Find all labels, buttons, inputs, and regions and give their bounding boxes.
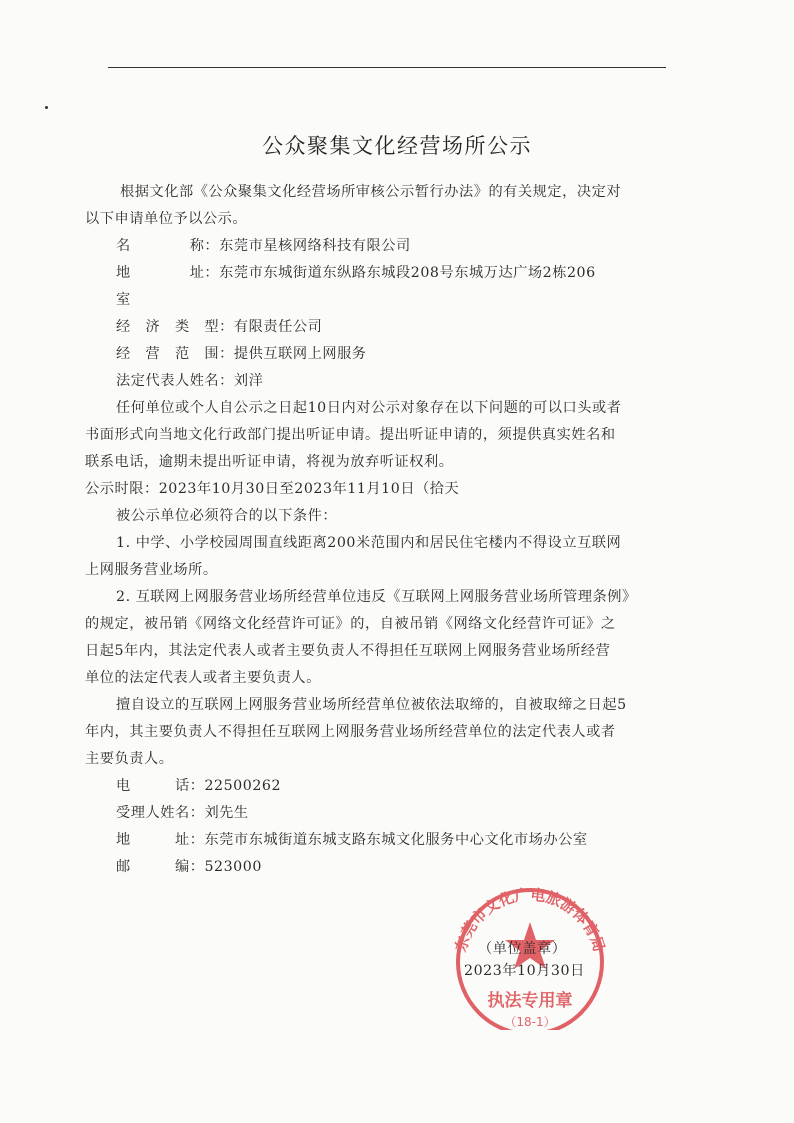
objection-line-1: 任何单位或个人自公示之日起10日内对公示对象存在以下问题的可以口头或者 [116,400,622,416]
applicant-scope-value: 提供互联网上网服务 [233,346,367,362]
applicant-name-row [116,237,411,255]
applicant-type-value: 有限责任公司 [233,319,323,335]
contact-postcode-row [116,858,262,876]
condition-1-line-2: 上网服务营业场所。 [85,562,218,578]
scan-speck [45,106,48,109]
condition-2-line-1: 2. 互联网上网服务营业场所经营单位违反《互联网上网服务营业场所管理条例》 [116,589,637,605]
contact-address-value: 东莞市东城街道东城支路东城文化服务中心文化市场办公室 [204,832,588,848]
condition-3-line-1: 擅自设立的互联网上网服务营业场所经营单位被依法取缔的，自被取缔之日起5 [116,697,627,713]
applicant-rep-row [116,372,263,390]
contact-handler-label: 受理人姓名： [116,805,205,821]
applicant-address-cont: 室 [116,292,131,308]
seal-text-center: 执法专用章 [487,991,573,1011]
applicant-address-row [116,264,596,282]
applicant-address-value: 东莞市东城街道东纵路东城段208号东城万达广场2栋206 [219,265,596,281]
publicity-period: 公示时限：2023年10月30日至2023年11月10日（拾天 [85,481,460,497]
seal-text-bottom: （18-1） [504,1015,556,1029]
contact-address-row [116,831,588,849]
applicant-address-label: 地 址： [116,265,220,281]
applicant-scope-label: 经 营 范 围： [116,346,234,362]
contact-phone-value: 22500262 [204,778,282,794]
applicant-type-row [116,318,322,336]
condition-3-line-2: 年内，其主要负责人不得担任互联网上网服务营业场所经营单位的法定代表人或者 [85,724,616,740]
contact-phone-label: 电 话： [116,778,205,794]
intro-line-1: 根据文化部《公众聚集文化经营场所审核公示暂行办法》的有关规定，决定对 [120,184,622,200]
seal-text-top: 东莞市文化广电旅游体育局 [451,885,609,954]
contact-postcode-label: 邮 编： [116,859,205,875]
contact-handler-value: 刘先生 [204,805,249,821]
applicant-scope-row [116,345,367,363]
top-rule [108,67,666,68]
applicant-name-label: 名 称： [116,238,220,254]
contact-postcode-value: 523000 [204,859,262,875]
applicant-rep-value: 刘洋 [233,373,264,389]
objection-line-3: 联系电话，逾期未提出听证申请，将视为放弃听证权利。 [85,454,454,470]
condition-2-line-4: 单位的法定代表人或者主要负责人。 [85,670,321,686]
contact-address-label: 地 址： [116,832,205,848]
intro-line-2: 以下申请单位予以公示。 [85,211,248,227]
objection-line-2: 书面形式向当地文化行政部门提出听证申请。提出听证申请的，须提供真实姓名和 [85,427,616,443]
applicant-type-label: 经 济 类 型： [116,319,234,335]
page-title: 公众聚集文化经营场所公示 [262,134,532,158]
condition-3-line-3: 主要负责人。 [85,751,174,767]
contact-phone-row [116,777,281,795]
contact-handler-row [116,804,249,822]
applicant-rep-label: 法定代表人姓名： [116,373,234,389]
signature-date: 2023年10月30日 [464,963,585,979]
seal-note: （单位盖章） [478,941,567,957]
condition-1-line-1: 1. 中学、小学校园周围直线距离200米范围内和居民住宅楼内不得设立互联网 [116,535,622,551]
applicant-name-value: 东莞市星核网络科技有限公司 [219,238,411,254]
condition-2-line-3: 日起5年内，其法定代表人或者主要负责人不得担任互联网上网服务营业场所经营 [85,643,611,659]
conditions-intro: 被公示单位必须符合的以下条件： [116,508,338,524]
condition-2-line-2: 的规定，被吊销《网络文化经营许可证》的，自被吊销《网络文化经营许可证》之 [85,616,616,632]
